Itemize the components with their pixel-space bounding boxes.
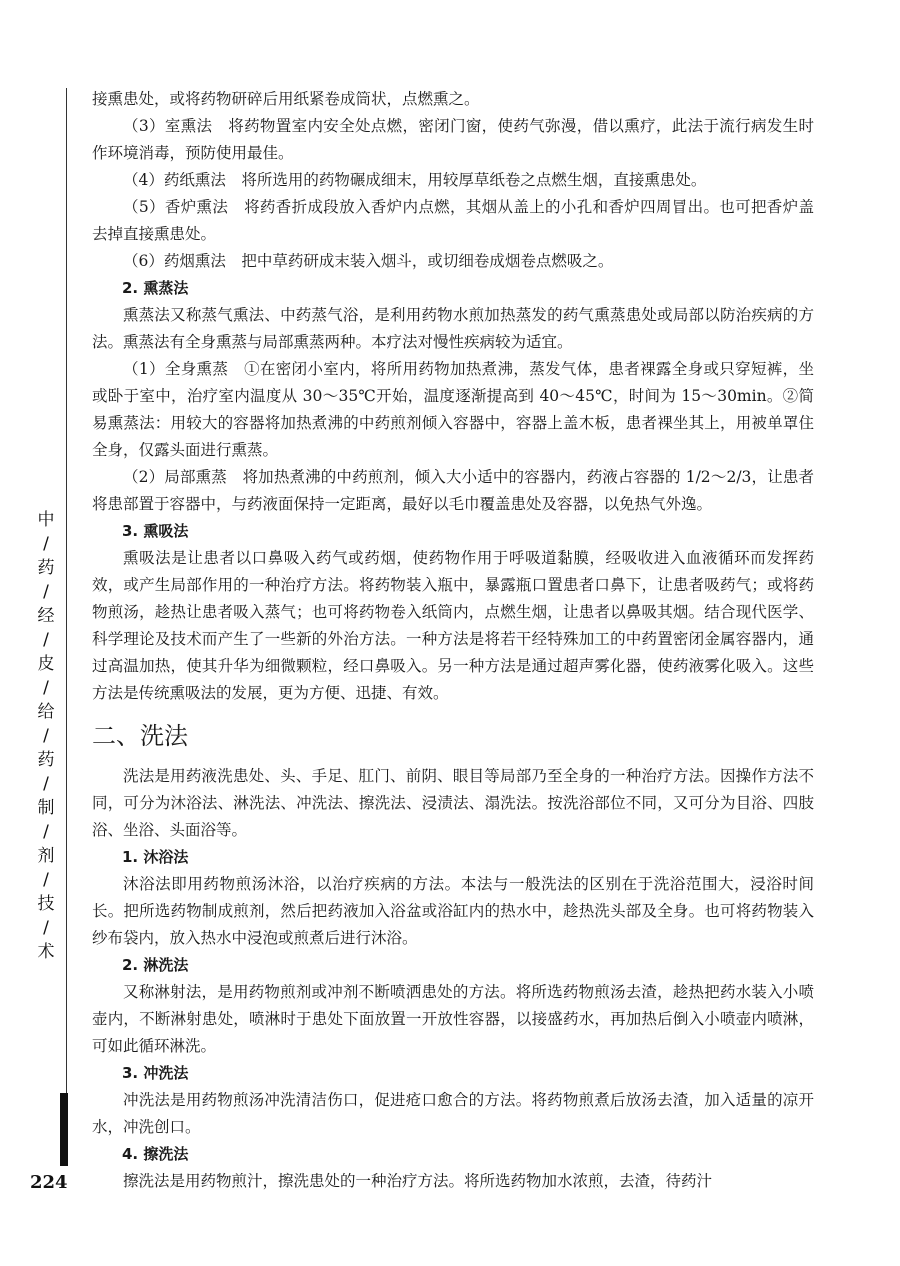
page-number: 224 <box>30 1172 68 1193</box>
running-title-char: 皮 <box>37 654 55 674</box>
running-title-char: 药 <box>37 750 55 770</box>
subsection-heading: 2. 淋洗法 <box>122 956 189 974</box>
paragraph: （1）全身熏蒸 ①在密闭小室内，将所用药物加热煮沸，蒸发气体，患者裸露全身或只穿短裤，坐或卧于室中，治疗室内温度从 30～35℃开始，温度逐渐提高到 40～45℃，时间为 15～30min。②简易熏蒸法：用较大的容器将加热煮沸的中药煎剂倾入容器中，容器上盖木板，患者裸坐其上，用被单罩住全身，仅露头面进行熏蒸。 <box>92 360 814 459</box>
running-title-char: / <box>43 822 49 842</box>
subsection-heading: 3. 冲洗法 <box>122 1064 189 1082</box>
running-title-char: 剂 <box>37 846 55 866</box>
subsection-heading: 3. 熏吸法 <box>122 522 189 540</box>
paragraph: 擦洗法是用药物煎汁，擦洗患处的一种治疗方法。将所选药物加水浓煎，去渣，待药汁 <box>123 1172 713 1190</box>
running-title-char: / <box>43 918 49 938</box>
running-title-char: 药 <box>37 558 55 578</box>
paragraph: （3）室熏法 将药物置室内安全处点燃，密闭门窗，使药气弥漫，借以熏疗，此法于流行病发生时作环境消毒，预防使用最佳。 <box>92 117 814 162</box>
paragraph: （4）药纸熏法 将所选用的药物碾成细末，用较厚草纸卷之点燃生烟，直接熏患处。 <box>123 171 707 189</box>
subsection-heading: 4. 擦洗法 <box>122 1145 189 1163</box>
running-title-char: 制 <box>37 798 55 818</box>
section-heading: 二、洗法 <box>92 722 188 750</box>
running-title-char: 技 <box>37 894 55 914</box>
paragraph: 熏蒸法又称蒸气熏法、中药蒸气浴，是利用药物水煎加热蒸发的药气熏蒸患处或局部以防治疾病的方法。熏蒸法有全身熏蒸与局部熏蒸两种。本疗法对慢性疾病较为适宜。 <box>92 306 814 351</box>
paragraph: 沐浴法即用药物煎汤沐浴，以治疗疾病的方法。本法与一般洗法的区别在于洗浴范围大，浸浴时间长。把所选药物制成煎剂，然后把药液加入浴盆或浴缸内的热水中，趁热洗头部及全身。也可将药物装入纱布袋内，放入热水中浸泡或煎煮后进行沐浴。 <box>92 875 814 947</box>
running-title-char: 经 <box>37 606 55 626</box>
paragraph: （5）香炉熏法 将药香折成段放入香炉内点燃，其烟从盖上的小孔和香炉四周冒出。也可把香炉盖去掉直接熏患处。 <box>92 198 814 243</box>
running-title-char: 给 <box>37 702 55 722</box>
paragraph: （6）药烟熏法 把中草药研成末装入烟斗，或切细卷成烟卷点燃吸之。 <box>123 252 614 270</box>
running-title-char: / <box>43 870 49 890</box>
paragraph: 冲洗法是用药物煎汤冲洗清洁伤口，促进疮口愈合的方法。将药物煎煮后放汤去渣，加入适量的凉开水，冲洗创口。 <box>92 1091 814 1136</box>
running-title-char: 术 <box>37 942 55 962</box>
margin-thick-bar <box>60 1093 68 1166</box>
running-title-char: 中 <box>37 510 55 530</box>
running-title <box>34 508 58 964</box>
running-title-char: / <box>43 726 49 746</box>
paragraph: 又称淋射法，是用药物煎剂或冲剂不断喷洒患处的方法。将所选药物煎汤去渣，趁热把药水装入小喷壶内，不断淋射患处，喷淋时于患处下面放置一开放性容器，以接盛药水，再加热后倒入小喷壶内喷淋，可如此循环淋洗。 <box>92 983 814 1055</box>
running-title-char: / <box>43 678 49 698</box>
running-title-char: / <box>43 534 49 554</box>
subsection-heading: 2. 熏蒸法 <box>122 279 189 297</box>
running-title-char: / <box>43 582 49 602</box>
paragraph: 洗法是用药液洗患处、头、手足、肛门、前阴、眼目等局部乃至全身的一种治疗方法。因操作方法不同，可分为沐浴法、淋洗法、冲洗法、擦洗法、浸渍法、溻洗法。按洗浴部位不同，又可分为目浴、四肢浴、坐浴、头面浴等。 <box>92 767 814 839</box>
running-title-char: / <box>43 774 49 794</box>
margin-rule <box>66 88 67 1166</box>
subsection-heading: 1. 沐浴法 <box>122 848 189 866</box>
running-title-char: / <box>43 630 49 650</box>
paragraph: 熏吸法是让患者以口鼻吸入药气或药烟，使药物作用于呼吸道黏膜，经吸收进入血液循环而发挥药效，或产生局部作用的一种治疗方法。将药物装入瓶中，暴露瓶口置患者口鼻下，让患者吸药气；或将药物煎汤，趁热让患者吸入蒸气；也可将药物卷入纸筒内，点燃生烟，让患者以鼻吸其烟。结合现代医学、科学理论及技术而产生了一些新的外治方法。一种方法是将若干经特殊加工的中药置密闭金属容器内，通过高温加热，使其升华为细微颗粒，经口鼻吸入。另一种方法是通过超声雾化器，使药液雾化吸入。这些方法是传统熏吸法的发展，更为方便、迅捷、有效。 <box>92 549 814 702</box>
body-text <box>92 86 814 1195</box>
paragraph: （2）局部熏蒸 将加热煮沸的中药煎剂，倾入大小适中的容器内，药液占容器的 1/2～2/3，让患者将患部置于容器中，与药液面保持一定距离，最好以毛巾覆盖患处及容器，以免热气外逸。 <box>92 468 814 513</box>
paragraph: 接熏患处，或将药物研碎后用纸紧卷成筒状，点燃熏之。 <box>92 90 480 108</box>
